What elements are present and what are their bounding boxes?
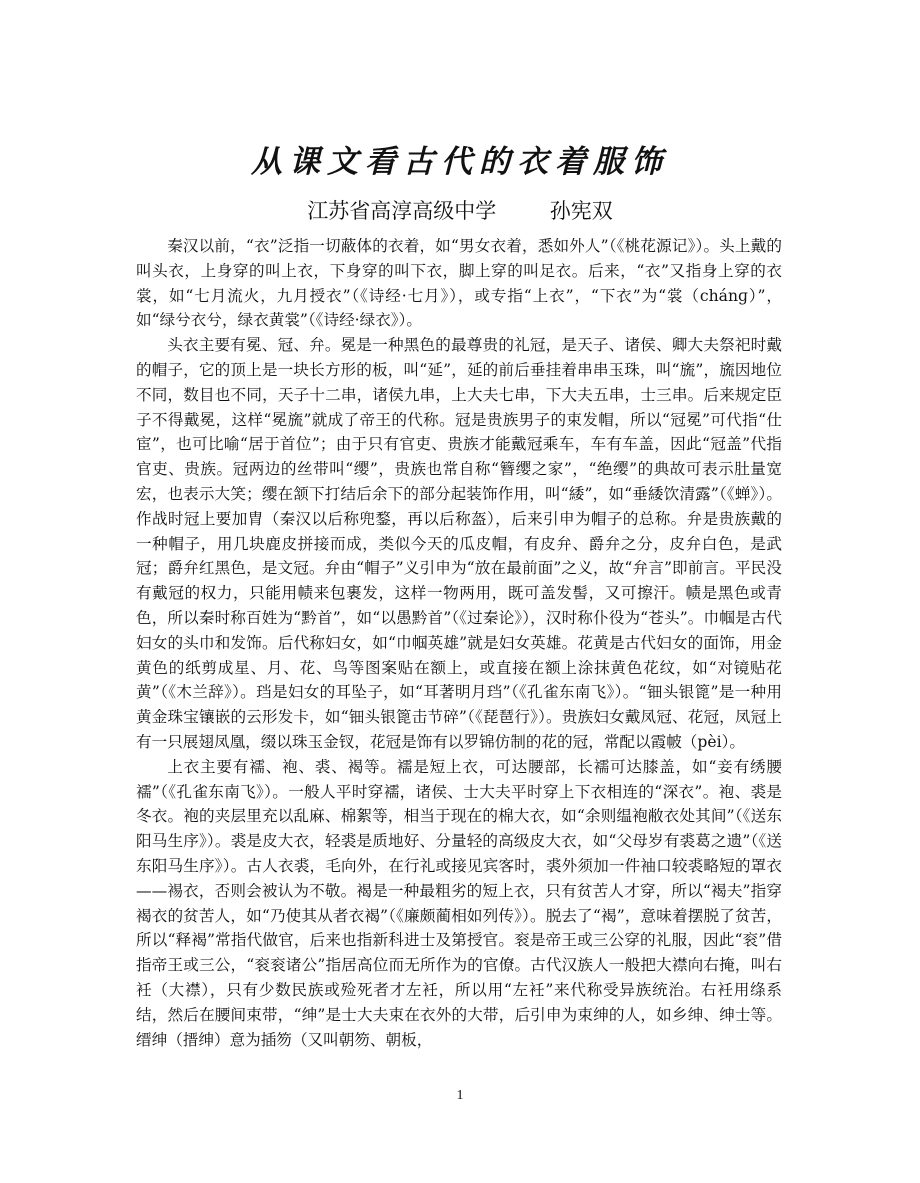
paragraph-intro: 秦汉以前，“衣”泛指一切蔽体的衣着，如“男女衣着，悉如外人”（《桃花源记》）。头上戴的叫头衣，上身穿的叫上衣，下身穿的叫下衣，脚上穿的叫足衣。后来，“衣”又指身上穿的衣裳，如“七月流火，九月授衣”（《诗经·七月》），或专指“上衣”，“下衣”为“裳（chánɡ）”，如“绿兮衣兮，绿衣黄裳”（《诗经·绿衣》）。	[136, 237, 782, 330]
document-title: 从课文看古代的衣着服饰	[251, 144, 669, 180]
document-body	[136, 234, 782, 1052]
page-number: 1	[456, 1088, 464, 1103]
author-line: 江苏省高淳高级中学 孙宪双	[307, 199, 613, 223]
paragraph-upper-garments: 上衣主要有襦、袍、裘、褐等。襦是短上衣，可达腰部，长襦可达膝盖，如“妾有绣腰襦”（《孔雀东南飞》）。一般人平时穿襦，诸侯、士大夫平时穿上下衣相连的“深衣”。袍、裘是冬衣。袍的夹层里充以乱麻、棉絮等，相当于现在的棉大衣，如“余则缊袍敝衣处其间”（《送东阳马生序》）。裘是皮大衣，轻裘是质地好、分量轻的高级皮大衣，如“父母岁有裘葛之遗”（《送东阳马生序》）。古人衣裘，毛向外，在行礼或接见宾客时，裘外须加一件袖口较裘略短的罩衣——裼衣，否则会被认为不敬。褐是一种最粗劣的短上衣，只有贫苦人才穿，所以“褐夫”指穿褐衣的贫苦人，如“乃使其从者衣褐”（《廉颇蔺相如列传》）。脱去了“褐”，意味着摆脱了贫苦，所以“释褐”常指代做官，后来也指新科进士及第授官。衮是帝王或三公穿的礼服，因此“衮”借指帝王或三公，“衮衮诸公”指居高位而无所作为的官僚。古代汉族人一般把大襟向右掩，叫右衽（大襟），只有少数民族或殓死者才左衽，所以用“左衽”来代称受异族统治。右衽用绦系结，然后在腰间束带，“绅”是士大夫束在衣外的大带，后引申为束绅的人，如乡绅、绅士等。缙绅（搢绅）意为插笏（又叫朝笏、朝板，	[136, 757, 782, 1049]
paragraph-headwear: 头衣主要有冕、冠、弁。冕是一种黑色的最尊贵的礼冠，是天子、诸侯、卿大夫祭祀时戴的帽子，它的顶上是一块长方形的板，叫“延”，延的前后垂挂着串串玉珠，叫“旒”，旒因地位不同，数目也不同，天子十二串，诸侯九串，上大夫七串，下大夫五串，士三串。后来规定臣子不得戴冕，这样“冕旒”就成了帝王的代称。冠是贵族男子的束发帽，所以“冠冕”可代指“仕宦”，也可比喻“居于首位”；由于只有官吏、贵族才能戴冠乘车，车有车盖，因此“冠盖”代指官吏、贵族。冠两边的丝带叫“缨”，贵族也常自称“簪缨之家”，“绝缨”的典故可表示肚量宽宏，也表示大笑；缨在颔下打结后余下的部分起装饰作用，叫“緌”，如“垂緌饮清露”（《蝉》）。作战时冠上要加胄（秦汉以后称兜鍪，再以后称盔），后来引申为帽子的总称。弁是贵族戴的一种帽子，用几块鹿皮拼接而成，类似今天的瓜皮帽，有皮弁、爵弁之分，皮弁白色，是武冠；爵弁红黑色，是文冠。弁由“帽子”义引申为“放在最前面”之义，故“弁言”即前言。平民没有戴冠的权力，只能用帻来包裹发，这样一物两用，既可盖发髻，又可擦汗。帻是黑色或青色，所以秦时称百姓为“黔首”，如“以愚黔首”（《过秦论》），汉时称仆役为“苍头”。巾帼是古代妇女的头巾和发饰。后代称妇女，如“巾帼英雄”就是妇女英雄。花黄是古代妇女的面饰，用金黄色的纸剪成星、月、花、鸟等图案贴在额上，或直接在额上涂抹黄色花纹，如“对镜贴花黄”（《木兰辞》）。珰是妇女的耳坠子，如“耳著明月珰”（《孔雀东南飞》）。“钿头银篦”是一种用黄金珠宝镶嵌的云形发卡，如“钿头银篦击节碎”（《琵琶行》）。贵族妇女戴凤冠、花冠，凤冠上有一只展翅凤凰，缀以珠玉金钗，花冠是饰有以罗锦仿制的花的冠，常配以霞帔（pèi）。	[136, 336, 782, 751]
